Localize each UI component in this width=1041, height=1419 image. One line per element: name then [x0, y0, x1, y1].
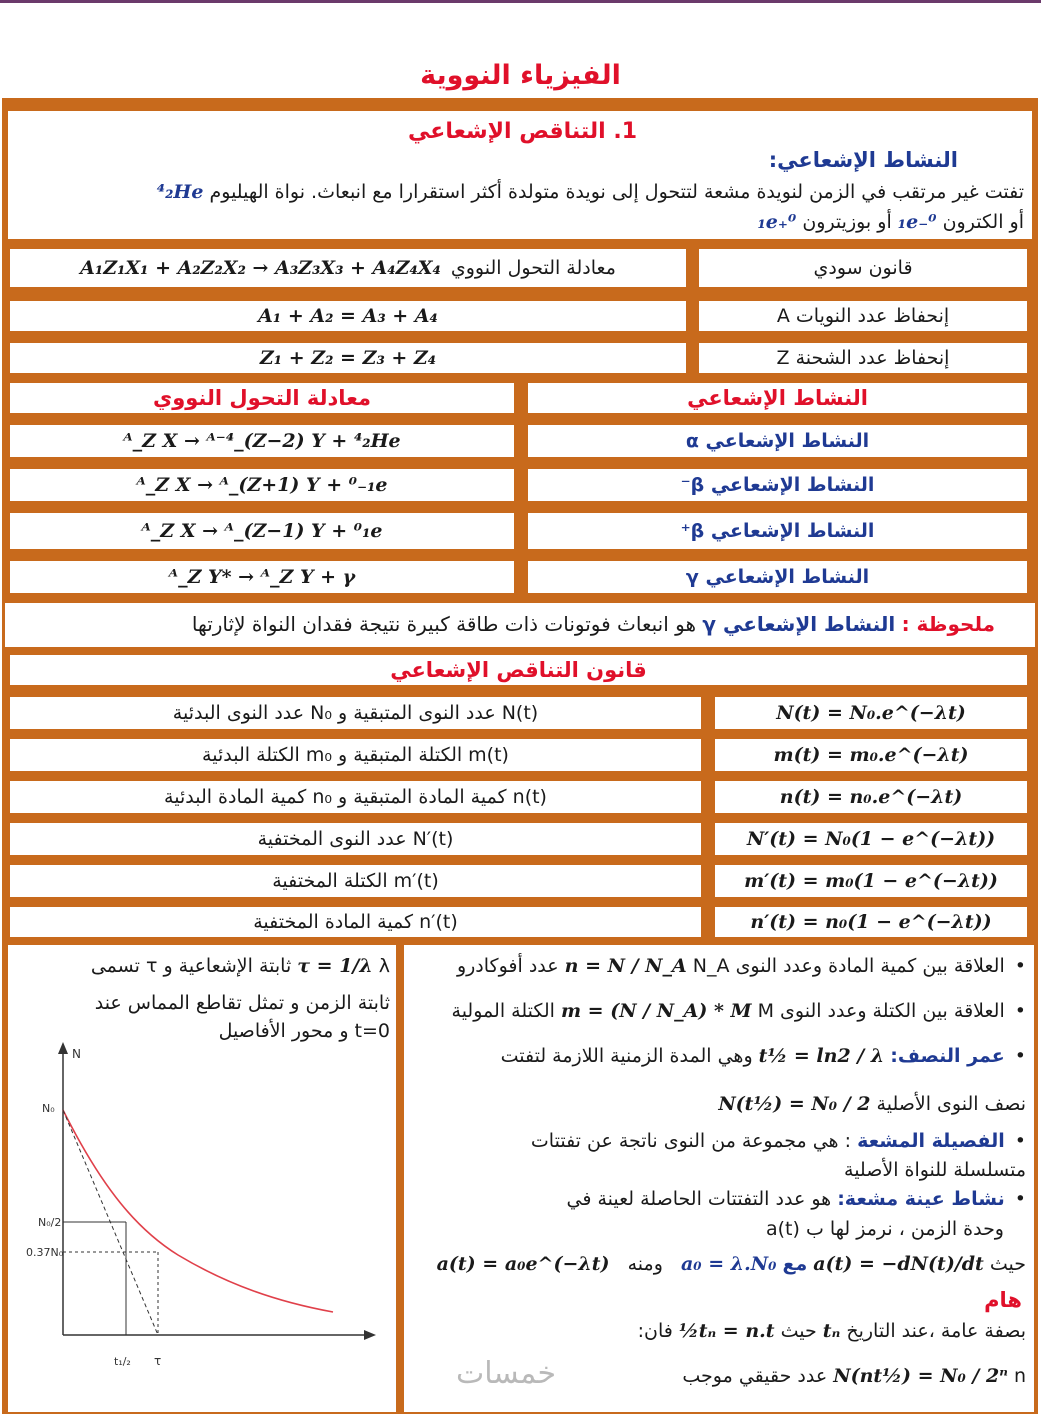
decay-row-3-formula: n(t) = n₀.e^(−λt): [713, 779, 1029, 815]
decay-row-5-desc: m′(t) الكتلة المختفية: [8, 863, 703, 899]
charge-eq-cell: Z₁ + Z₂ = Z₃ + Z₄: [8, 341, 688, 375]
x-axis-arrow: [364, 1330, 376, 1340]
type-row-betaplus-eq: ᴬ_Z X → ᴬ_(Z−1) Y + ⁰₁e: [8, 511, 516, 551]
n0-label: N₀: [42, 1102, 55, 1115]
n037-label: 0.37N₀: [26, 1246, 64, 1259]
tau-axis-label: τ: [154, 1354, 162, 1368]
type-row-betaminus-name: النشاط الإشعاعي β⁻: [526, 467, 1029, 503]
soddy-equation-cell: معادلة التحول النووي A₁Z₁X₁ + A₂Z₂X₂ → A₃Z₃X₃ + A₄Z₄X₄: [8, 247, 688, 289]
half-life-line2: نصف النوى الأصلية N(t½) = N₀ / 2: [718, 1093, 1026, 1115]
bullet-half-life: • عمر النصف: t½ = ln2 / λ وهي المدة الزمنية اللازمة لتفتت: [501, 1045, 1026, 1067]
type-row-betaminus-eq: ᴬ_Z X → ᴬ_(Z+1) Y + ⁰₋₁e: [8, 467, 516, 503]
activity-title: النشاط الإشعاعي:: [768, 148, 958, 172]
section-heading: 1. التناقص الإشعاعي: [408, 119, 637, 144]
top-border-line: [0, 0, 1041, 3]
intro-box: [8, 111, 1032, 239]
family-line2: متسلسلة للنواة الأصلية: [844, 1159, 1026, 1181]
positron-symbol: ⁰₊₁e: [757, 211, 797, 233]
decay-row-5-formula: m′(t) = m₀(1 − e^(−λt)): [713, 863, 1029, 899]
electron-symbol: ⁰₋₁e: [897, 211, 937, 233]
decay-graph: [8, 1040, 396, 1410]
general-line: بصفة عامة ،عند التاريخ tₙ حيث tₙ = n.t½ فان:: [637, 1320, 1026, 1342]
activity-line1: تفتت غير مرتقب في الزمن لنويدة مشعة لتتحول إلى نويدة متولدة أكثر استقرارا مع انبعاث. نواة الهيليوم ⁴₂He: [156, 181, 1024, 203]
decay-row-3-desc: n(t) كمية المادة المتبقية و n₀ كمية المادة البدئية: [8, 779, 703, 815]
note-line: ملحوظة : النشاط الإشعاعي γ هو انبعاث فوتونات ذات طاقة كبيرة نتيجة فقدان النواة لإثارتها: [191, 612, 995, 636]
tau-line1: τ = 1/λ λ ثابتة الإشعاعية و τ تسمى: [90, 955, 390, 977]
tau-line3: t=0 و محور الأفاصيل: [218, 1020, 390, 1042]
nucleon-eq-cell: A₁ + A₂ = A₃ + A₄: [8, 299, 688, 333]
charge-label-cell: إنحفاظ عدد الشحنة Z: [697, 341, 1029, 375]
types-header-activity: النشاط الإشعاعي: [526, 381, 1029, 415]
decay-row-1-desc: N(t) عدد النوى المتبقية و N₀ عدد النوى البدئية: [8, 695, 703, 731]
decay-row-2-desc: m(t) الكتلة المتبقية و m₀ الكتلة البدئية: [8, 737, 703, 773]
final-line: N(nt½) = N₀ / 2ⁿ n عدد حقيقي موجب: [682, 1365, 1026, 1387]
left-panel: [8, 945, 396, 1412]
soddy-law-cell: قانون سودي: [697, 247, 1029, 289]
note-box: [5, 603, 1035, 647]
decay-row-2-formula: m(t) = m₀.e^(−λt): [713, 737, 1029, 773]
nucleon-label-cell: إنحفاظ عدد النويات A: [697, 299, 1029, 333]
activity-line2-panel: وحدة الزمن ، نرمز لها ب a(t): [766, 1218, 1004, 1240]
activity-equations: حيث a(t) = −dN(t)/dt مع a₀ = λ.N₀ ومنه a(t) = a₀e^(−λt): [436, 1253, 1026, 1275]
type-row-alpha-name: النشاط الإشعاعي α: [526, 423, 1029, 459]
bullet-amount-nuclei: • العلاقة بين كمية المادة وعدد النوى n = N / N_A N_A عدد أفوكادرو: [457, 955, 1026, 977]
decay-row-4-formula: N′(t) = N₀(1 − e^(−λt)): [713, 821, 1029, 857]
page-title: الفيزياء النووية: [420, 60, 621, 91]
right-panel: [404, 945, 1034, 1412]
bullet-activity: • نشاط عينة مشعة: هو عدد التفتتات الحاصلة لعينة في: [567, 1188, 1026, 1210]
important-label: هام: [984, 1288, 1022, 1312]
bullet-mass-nuclei: • العلاقة بين الكتلة وعدد النوى m = (N / N_A) * M M الكتلة المولية: [452, 1000, 1026, 1022]
type-row-gamma-name: النشاط الإشعاعي γ: [526, 559, 1029, 595]
decay-row-4-desc: N′(t) عدد النوى المختفية: [8, 821, 703, 857]
decay-row-1-formula: N(t) = N₀.e^(−λt): [713, 695, 1029, 731]
decay-law-title: قانون التناقص الإشعاعي: [8, 653, 1029, 687]
decay-curve: [63, 1110, 333, 1312]
tau-line2: ثابتة الزمن و تمثل تقاطع المماس عند: [94, 992, 390, 1014]
type-row-gamma-eq: ᴬ_Z Y* → ᴬ_Z Y + γ: [8, 559, 516, 595]
watermark: خمسات: [456, 1356, 557, 1391]
t-half-label: t₁/₂: [114, 1355, 131, 1368]
bullet-family: • الفصيلة المشعة : هي مجموعة من النوى ناتجة عن تفتتات: [531, 1130, 1026, 1152]
n0-half-label: N₀/2: [38, 1216, 62, 1229]
types-header-equation: معادلة التحول النووي: [8, 381, 516, 415]
y-axis-arrow: [58, 1042, 68, 1054]
type-row-alpha-eq: ᴬ_Z X → ᴬ⁻⁴_(Z−2) Y + ⁴₂He: [8, 423, 516, 459]
activity-line2: أو الكترون ⁰₋₁e أو بوزيترون ⁰₊₁e: [757, 211, 1024, 233]
decay-row-6-desc: n′(t) كمية المادة المختفية: [8, 905, 703, 939]
type-row-betaplus-name: النشاط الإشعاعي β⁺: [526, 511, 1029, 551]
y-axis-label: N: [72, 1047, 81, 1061]
decay-row-6-formula: n′(t) = n₀(1 − e^(−λt)): [713, 905, 1029, 939]
helium-symbol: ⁴₂He: [156, 181, 204, 203]
